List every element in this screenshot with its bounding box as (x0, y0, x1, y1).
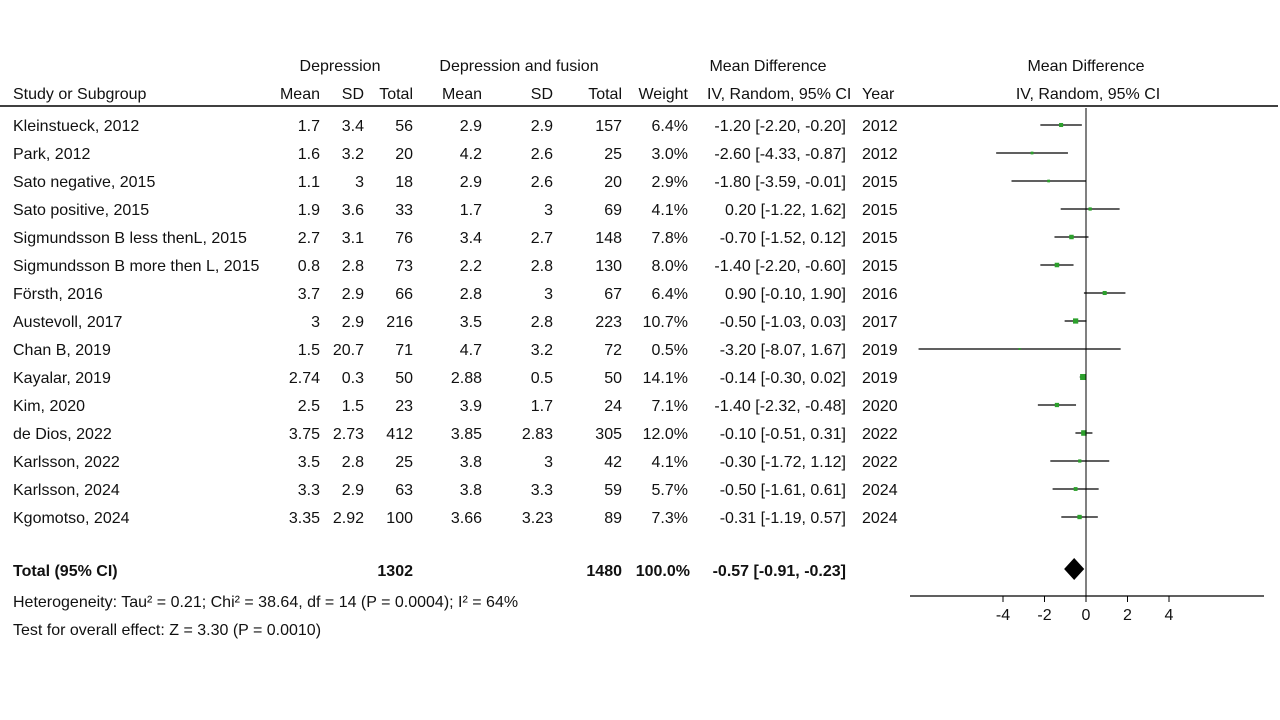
cell-sd-depression: 3 (355, 174, 364, 191)
cell-study: Karlsson, 2024 (13, 482, 120, 499)
cell-ci: -0.70 [-1.52, 0.12] (719, 230, 846, 247)
point-estimate (1055, 403, 1059, 407)
cell-study: Kayalar, 2019 (13, 370, 111, 387)
cell-mean-fusion: 1.7 (459, 202, 482, 219)
cell-sd-depression: 2.9 (341, 286, 364, 303)
cell-sd-fusion: 2.9 (530, 118, 553, 135)
pooled-diamond (1064, 558, 1084, 580)
table-row (13, 426, 898, 443)
total-n2: 1480 (586, 563, 622, 580)
cell-total-depression: 100 (386, 510, 413, 527)
cell-ci: -3.20 [-8.07, 1.67] (719, 342, 846, 359)
cell-mean-fusion: 2.8 (459, 286, 482, 303)
cell-total-depression: 73 (395, 258, 413, 275)
cell-mean-depression: 1.9 (297, 202, 320, 219)
cell-sd-fusion: 2.8 (530, 258, 553, 275)
header-group-depression: Depression (299, 58, 381, 75)
cell-total-fusion: 59 (604, 482, 622, 499)
point-estimate (1074, 487, 1078, 491)
cell-total-fusion: 305 (595, 426, 622, 443)
cell-sd-depression: 2.8 (341, 258, 364, 275)
header-plot-mean-difference: Mean Difference (1027, 58, 1145, 75)
cell-weight: 4.1% (651, 202, 688, 219)
cell-sd-depression: 3.6 (341, 202, 364, 219)
cell-study: Chan B, 2019 (13, 342, 111, 359)
header-year: Year (862, 86, 895, 103)
header-total-1: Total (379, 86, 413, 103)
cell-year: 2024 (862, 482, 898, 499)
cell-study: Kleinstueck, 2012 (13, 118, 140, 135)
cell-study: Sato negative, 2015 (13, 174, 156, 191)
header-group-depression-fusion: Depression and fusion (439, 58, 599, 75)
total-weight: 100.0% (635, 563, 690, 580)
point-estimate (1080, 374, 1086, 380)
cell-weight: 10.7% (642, 314, 688, 331)
cell-sd-fusion: 2.8 (530, 314, 553, 331)
x-tick-label: 4 (1164, 607, 1174, 624)
cell-mean-fusion: 2.9 (459, 174, 482, 191)
cell-sd-fusion: 3.2 (530, 342, 553, 359)
cell-year: 2012 (862, 118, 898, 135)
cell-year: 2019 (862, 342, 898, 359)
cell-total-fusion: 72 (604, 342, 622, 359)
cell-year: 2020 (862, 398, 898, 415)
cell-study: Austevoll, 2017 (13, 314, 123, 331)
cell-total-depression: 25 (395, 454, 413, 471)
cell-study: Sigmundsson B less thenL, 2015 (13, 230, 247, 247)
cell-weight: 0.5% (651, 342, 688, 359)
cell-sd-depression: 2.9 (341, 482, 364, 499)
cell-mean-depression: 3.5 (297, 454, 320, 471)
cell-mean-depression: 2.5 (297, 398, 320, 415)
cell-weight: 6.4% (651, 286, 688, 303)
table-row (13, 510, 898, 527)
cell-mean-depression: 1.5 (297, 342, 320, 359)
cell-year: 2022 (862, 454, 898, 471)
cell-sd-depression: 3.1 (341, 230, 364, 247)
header-weight: Weight (638, 86, 688, 103)
cell-ci: 0.90 [-0.10, 1.90] (725, 286, 846, 303)
cell-year: 2022 (862, 426, 898, 443)
cell-study: Park, 2012 (13, 146, 91, 163)
cell-sd-fusion: 3.23 (521, 510, 553, 527)
cell-total-fusion: 67 (604, 286, 622, 303)
cell-study: Sato positive, 2015 (13, 202, 150, 219)
header-sd-2: SD (530, 86, 553, 103)
table-row (13, 230, 898, 247)
cell-mean-fusion: 3.5 (459, 314, 482, 331)
table-row (13, 370, 898, 387)
cell-ci: -2.60 [-4.33, -0.87] (714, 146, 846, 163)
header-mean-difference: Mean Difference (709, 58, 827, 75)
point-estimate (1069, 235, 1073, 239)
cell-ci: -1.40 [-2.20, -0.60] (714, 258, 846, 275)
cell-mean-fusion: 4.7 (459, 342, 482, 359)
point-estimate (1019, 348, 1021, 350)
cell-sd-fusion: 3.3 (530, 482, 553, 499)
cell-study: Försth, 2016 (13, 286, 103, 303)
header-sd-1: SD (341, 86, 364, 103)
cell-weight: 3.0% (651, 146, 688, 163)
cell-mean-depression: 3 (311, 314, 320, 331)
cell-weight: 6.4% (651, 118, 688, 135)
cell-mean-fusion: 3.8 (459, 454, 482, 471)
total-ci: -0.57 [-0.91, -0.23] (712, 563, 846, 580)
table-row (13, 202, 898, 219)
cell-ci: -1.40 [-2.32, -0.48] (714, 398, 846, 415)
cell-year: 2015 (862, 230, 898, 247)
cell-weight: 7.8% (651, 230, 688, 247)
cell-mean-depression: 3.3 (297, 482, 320, 499)
cell-weight: 8.0% (651, 258, 688, 275)
cell-total-depression: 412 (386, 426, 413, 443)
cell-sd-depression: 2.92 (332, 510, 364, 527)
cell-total-depression: 33 (395, 202, 413, 219)
header-total-2: Total (588, 86, 622, 103)
heterogeneity-text: Heterogeneity: Tau² = 0.21; Chi² = 38.64, df = 14 (P = 0.0004); I² = 64% (13, 594, 519, 611)
cell-mean-fusion: 4.2 (459, 146, 482, 163)
cell-study: Karlsson, 2022 (13, 454, 120, 471)
cell-sd-fusion: 3 (544, 454, 553, 471)
cell-total-fusion: 130 (595, 258, 622, 275)
cell-mean-depression: 3.7 (297, 286, 320, 303)
cell-ci: -0.14 [-0.30, 0.02] (719, 370, 846, 387)
table-row (13, 314, 898, 331)
cell-total-fusion: 25 (604, 146, 622, 163)
table-row (13, 342, 898, 359)
cell-weight: 14.1% (642, 370, 688, 387)
cell-study: Kim, 2020 (13, 398, 86, 415)
cell-year: 2017 (862, 314, 898, 331)
cell-ci: 0.20 [-1.22, 1.62] (725, 202, 846, 219)
cell-total-depression: 71 (395, 342, 413, 359)
cell-total-fusion: 157 (595, 118, 622, 135)
cell-year: 2019 (862, 370, 898, 387)
cell-sd-depression: 0.3 (341, 370, 364, 387)
cell-mean-fusion: 3.8 (459, 482, 482, 499)
cell-year: 2012 (862, 146, 898, 163)
header-study: Study or Subgroup (13, 86, 147, 103)
cell-sd-fusion: 2.6 (530, 146, 553, 163)
cell-study: de Dios, 2022 (13, 426, 112, 443)
cell-total-fusion: 223 (595, 314, 622, 331)
x-tick-label: 0 (1081, 607, 1091, 624)
cell-study: Sigmundsson B more then L, 2015 (13, 258, 260, 275)
cell-mean-fusion: 2.2 (459, 258, 482, 275)
cell-year: 2015 (862, 202, 898, 219)
point-estimate (1047, 180, 1050, 183)
cell-weight: 7.1% (651, 398, 688, 415)
header-mean-1: Mean (279, 86, 320, 103)
table-row (13, 174, 898, 191)
table-row (13, 258, 898, 275)
point-estimate (1078, 459, 1081, 462)
cell-sd-fusion: 2.83 (521, 426, 553, 443)
header-method: IV, Random, 95% CI (707, 86, 852, 103)
cell-sd-depression: 1.5 (341, 398, 364, 415)
cell-sd-fusion: 3 (544, 202, 553, 219)
cell-total-depression: 63 (395, 482, 413, 499)
cell-sd-fusion: 1.7 (530, 398, 553, 415)
cell-ci: -1.20 [-2.20, -0.20] (714, 118, 846, 135)
table-row (13, 118, 898, 135)
cell-ci: -0.50 [-1.61, 0.61] (719, 482, 846, 499)
total-label: Total (95% CI) (13, 563, 118, 580)
header-mean-2: Mean (441, 86, 482, 103)
cell-ci: -0.31 [-1.19, 0.57] (719, 510, 846, 527)
cell-year: 2016 (862, 286, 898, 303)
cell-mean-depression: 0.8 (297, 258, 320, 275)
x-tick-label: 2 (1123, 607, 1132, 624)
cell-year: 2015 (862, 174, 898, 191)
overall-effect-text: Test for overall effect: Z = 3.30 (P = 0.0010) (13, 622, 322, 639)
cell-total-fusion: 20 (604, 174, 622, 191)
point-estimate (1077, 515, 1081, 519)
cell-total-fusion: 89 (604, 510, 622, 527)
table-row (13, 482, 898, 499)
cell-total-depression: 20 (395, 146, 413, 163)
point-estimate (1089, 207, 1092, 210)
cell-mean-fusion: 3.4 (459, 230, 482, 247)
cell-weight: 4.1% (651, 454, 688, 471)
cell-sd-depression: 2.8 (341, 454, 364, 471)
total-n1: 1302 (377, 563, 413, 580)
cell-mean-depression: 3.35 (288, 510, 320, 527)
cell-ci: -1.80 [-3.59, -0.01] (714, 174, 846, 191)
x-tick-label: -4 (995, 607, 1011, 624)
point-estimate (1059, 123, 1063, 127)
point-estimate (1055, 263, 1060, 268)
cell-ci: -0.30 [-1.72, 1.12] (719, 454, 846, 471)
cell-year: 2015 (862, 258, 898, 275)
cell-sd-fusion: 2.6 (530, 174, 553, 191)
header-plot-method: IV, Random, 95% CI (1015, 86, 1161, 103)
cell-total-fusion: 42 (604, 454, 622, 471)
table-row (13, 398, 898, 415)
cell-mean-fusion: 3.9 (459, 398, 482, 415)
cell-weight: 12.0% (642, 426, 688, 443)
cell-total-fusion: 24 (604, 398, 622, 415)
point-estimate (1103, 291, 1107, 295)
cell-sd-depression: 3.2 (341, 146, 364, 163)
cell-mean-depression: 2.74 (288, 370, 320, 387)
cell-mean-depression: 2.7 (297, 230, 320, 247)
cell-mean-depression: 1.1 (297, 174, 320, 191)
cell-sd-fusion: 0.5 (530, 370, 553, 387)
forest-marks (910, 108, 1264, 624)
cell-mean-fusion: 3.85 (450, 426, 482, 443)
cell-sd-depression: 2.73 (332, 426, 364, 443)
cell-ci: -0.10 [-0.51, 0.31] (719, 426, 846, 443)
cell-study: Kgomotso, 2024 (13, 510, 130, 527)
cell-weight: 7.3% (651, 510, 688, 527)
cell-sd-depression: 3.4 (341, 118, 364, 135)
cell-sd-depression: 20.7 (332, 342, 364, 359)
cell-mean-fusion: 2.9 (459, 118, 482, 135)
cell-mean-depression: 3.75 (288, 426, 320, 443)
cell-sd-fusion: 2.7 (530, 230, 553, 247)
cell-ci: -0.50 [-1.03, 0.03] (719, 314, 846, 331)
x-tick-label: -2 (1037, 607, 1052, 624)
cell-mean-fusion: 2.88 (450, 370, 482, 387)
cell-total-depression: 66 (395, 286, 413, 303)
cell-total-depression: 216 (386, 314, 413, 331)
study-rows (13, 118, 898, 527)
cell-sd-fusion: 3 (544, 286, 553, 303)
table-row (13, 454, 898, 471)
cell-sd-depression: 2.9 (341, 314, 364, 331)
cell-year: 2024 (862, 510, 898, 527)
cell-total-fusion: 50 (604, 370, 622, 387)
point-estimate (1031, 152, 1034, 155)
cell-total-depression: 76 (395, 230, 413, 247)
cell-mean-depression: 1.7 (297, 118, 320, 135)
cell-weight: 5.7% (651, 482, 688, 499)
table-row (13, 286, 898, 303)
cell-mean-fusion: 3.66 (450, 510, 482, 527)
cell-total-fusion: 148 (595, 230, 622, 247)
cell-weight: 2.9% (651, 174, 688, 191)
cell-total-depression: 56 (395, 118, 413, 135)
cell-total-fusion: 69 (604, 202, 622, 219)
cell-mean-depression: 1.6 (297, 146, 320, 163)
point-estimate (1073, 318, 1078, 323)
cell-total-depression: 50 (395, 370, 413, 387)
table-row (13, 146, 898, 163)
cell-total-depression: 23 (395, 398, 413, 415)
cell-total-depression: 18 (395, 174, 413, 191)
